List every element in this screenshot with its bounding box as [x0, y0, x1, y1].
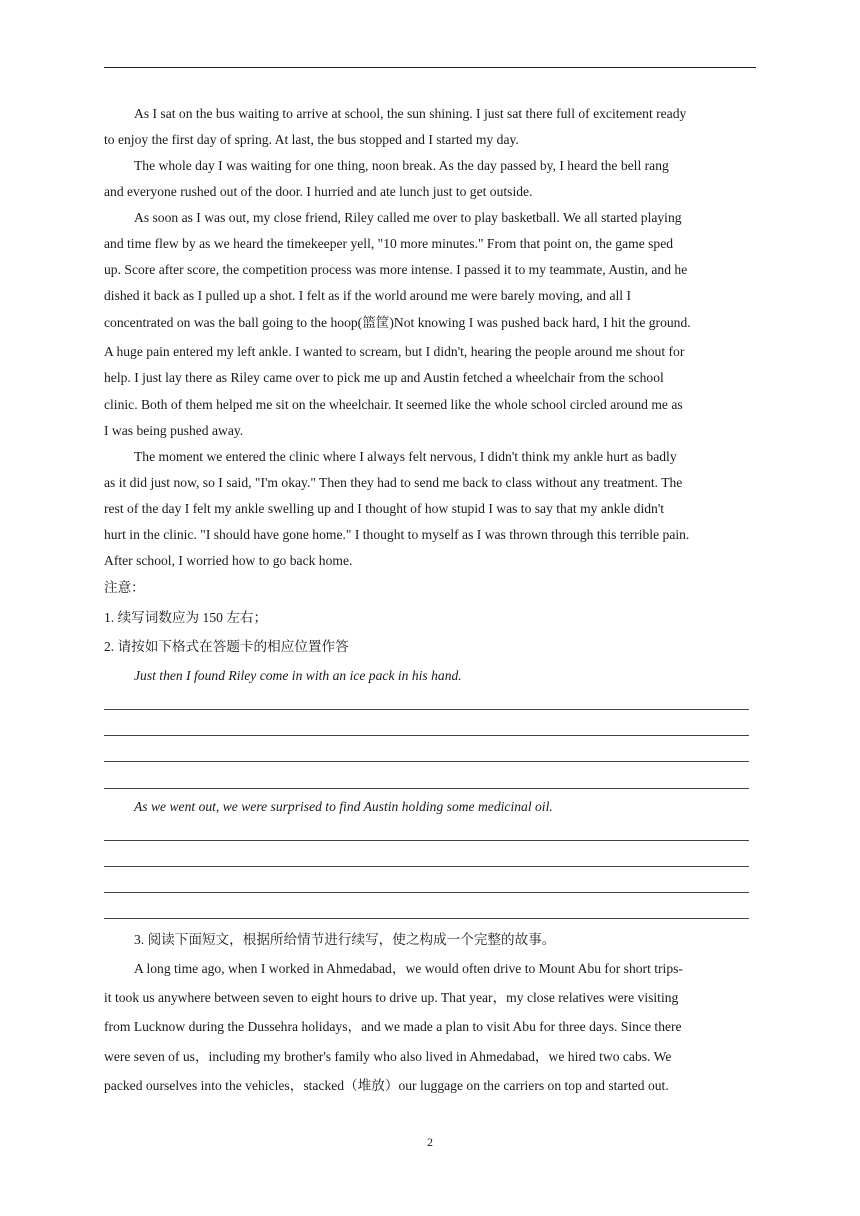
page-number: 2	[427, 1135, 433, 1149]
text-line: and time flew by as we heard the timekeeper yell, "10 more minutes." From that point on, the game sped	[104, 236, 674, 251]
text-line: A huge pain entered my left ankle. I wanted to scream, but I didn't, hearing the people around me shout for	[104, 344, 685, 359]
text-line: were seven of us，including my brother's family who also lived in Ahmedabad，we hired two cabs. We	[104, 1049, 672, 1064]
header-rule	[104, 67, 756, 68]
prompt-sentence-2: As we went out, we were surprised to find Austin holding some medicinal oil.	[134, 799, 553, 814]
text-line: As soon as I was out, my close friend, Riley called me over to play basketball. We all started playing	[134, 210, 682, 225]
note-item: 2. 请按如下格式在答题卡的相应位置作答	[104, 639, 349, 654]
text-line: from Lucknow during the Dussehra holidays，and we made a plan to visit Abu for three days. Since there	[104, 1019, 682, 1034]
text-line: rest of the day I felt my ankle swelling up and I thought of how stupid I was to say that my ankle didn't	[104, 501, 665, 516]
text-line: concentrated on was the ball going to the hoop(篮筐)Not knowing I was pushed back hard, I hit the ground.	[104, 315, 691, 330]
text-line: After school, I worried how to go back home.	[104, 553, 353, 568]
answer-line[interactable]	[104, 788, 749, 789]
text-line: it took us anywhere between seven to eight hours to drive up. That year，my close relatives were visiting	[104, 990, 679, 1005]
text-line: I was being pushed away.	[104, 423, 244, 438]
text-line: A long time ago, when I worked in Ahmedabad，we would often drive to Mount Abu for short trips-	[134, 961, 683, 976]
answer-line[interactable]	[104, 892, 749, 893]
text-line: as it did just now, so I said, "I'm okay." Then they had to send me back to class without any treatment. The	[104, 475, 683, 490]
question-heading: 3. 阅读下面短文，根据所给情节进行续写，使之构成一个完整的故事。	[134, 932, 556, 947]
text-line: packed ourselves into the vehicles，stacked（堆放）our luggage on the carriers on top and started out.	[104, 1078, 669, 1093]
answer-line[interactable]	[104, 918, 749, 919]
text-line: The whole day I was waiting for one thing, noon break. As the day passed by, I heard the bell rang	[134, 158, 669, 173]
note-item: 1. 续写词数应为 150 左右；	[104, 610, 268, 625]
text-line: clinic. Both of them helped me sit on the wheelchair. It seemed like the whole school circled around me as	[104, 397, 683, 412]
text-line: up. Score after score, the competition process was more intense. I passed it to my teammate, Austin, and he	[104, 262, 688, 277]
prompt-sentence-1: Just then I found Riley come in with an ice pack in his hand.	[134, 668, 462, 683]
note-heading: 注意：	[104, 580, 145, 595]
text-line: and everyone rushed out of the door. I hurried and ate lunch just to get outside.	[104, 184, 533, 199]
text-line: help. I just lay there as Riley came over to pick me up and Austin fetched a wheelchair from the school	[104, 370, 664, 385]
text-line: The moment we entered the clinic where I always felt nervous, I didn't think my ankle hurt as badly	[134, 449, 677, 464]
text-line: dished it back as I pulled up a shot. I felt as if the world around me were barely moving, and all I	[104, 288, 631, 303]
text-line: to enjoy the first day of spring. At last, the bus stopped and I started my day.	[104, 132, 519, 147]
answer-line[interactable]	[104, 866, 749, 867]
text-line: As I sat on the bus waiting to arrive at school, the sun shining. I just sat there full of excitement ready	[134, 106, 687, 121]
text-line: hurt in the clinic. "I should have gone home." I thought to myself as I was thrown through this terrible pain.	[104, 527, 690, 542]
answer-line[interactable]	[104, 709, 749, 710]
answer-line[interactable]	[104, 735, 749, 736]
answer-line[interactable]	[104, 761, 749, 762]
answer-line[interactable]	[104, 840, 749, 841]
